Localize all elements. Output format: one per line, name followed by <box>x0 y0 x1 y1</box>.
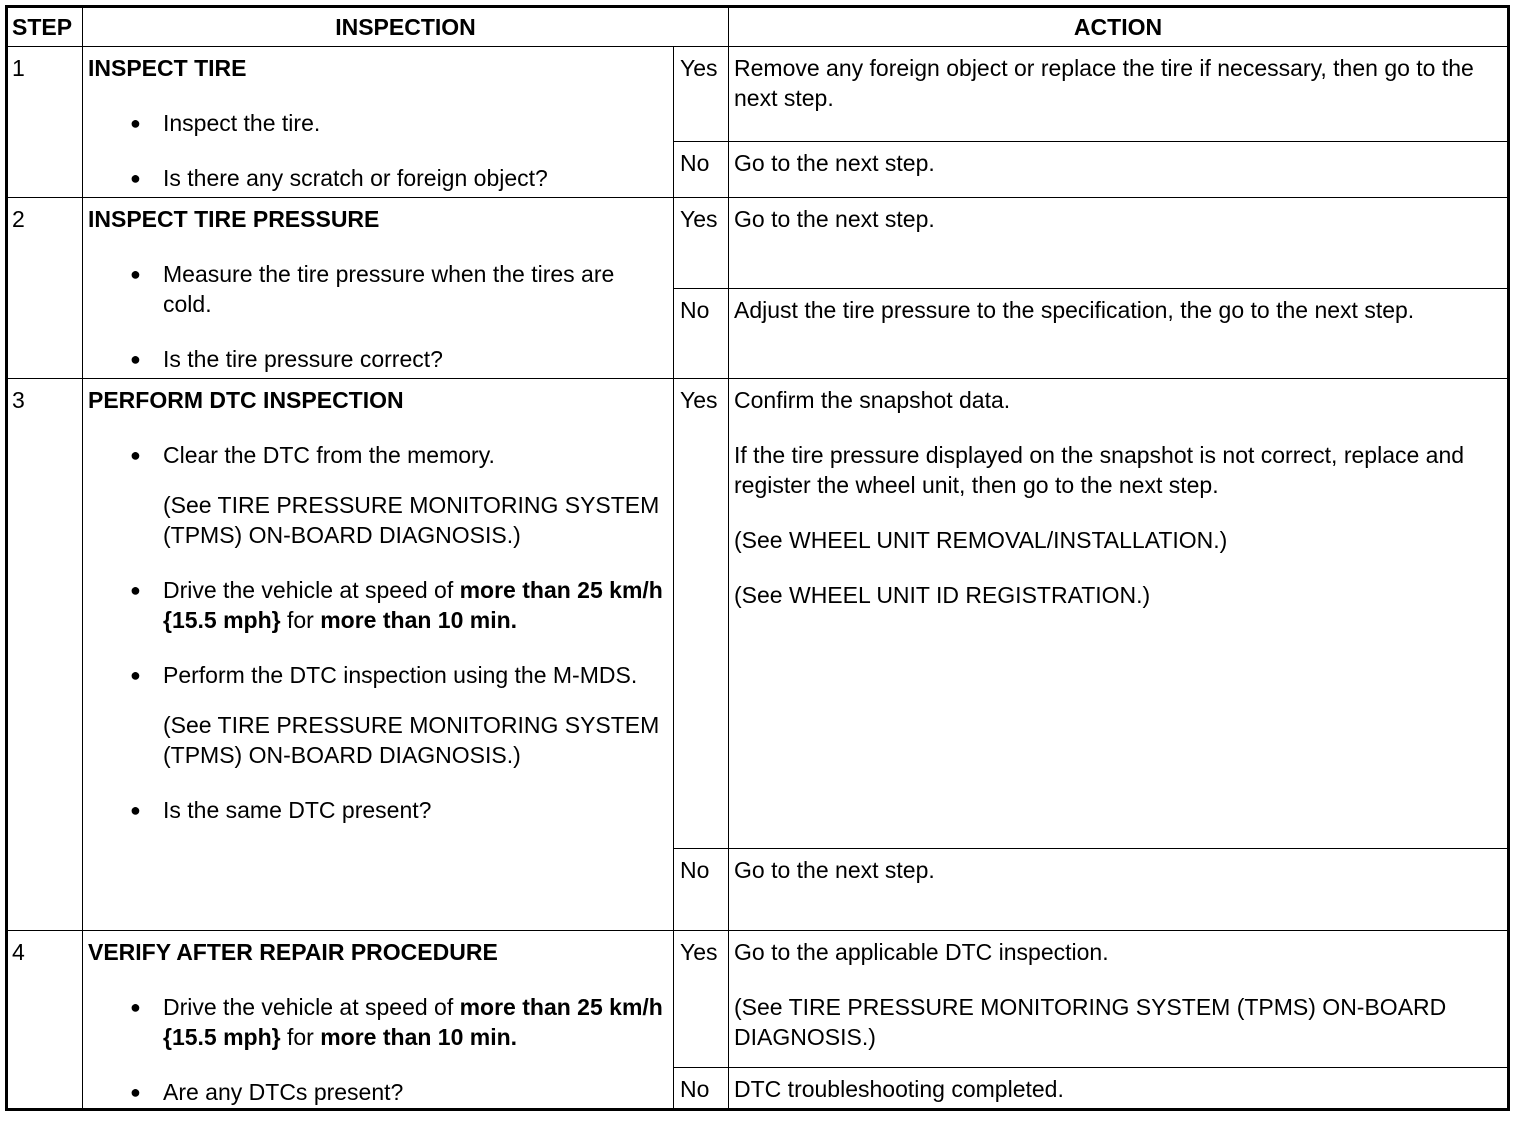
yes-label: Yes <box>674 379 729 849</box>
inspection-cell <box>83 379 674 931</box>
duration-spec: more than 10 min. <box>320 607 518 633</box>
table-row <box>7 931 1509 1068</box>
speed-spec: more than 25 km/h {15.5 mph} <box>163 577 663 633</box>
yes-action <box>729 931 1509 1068</box>
bullet-text: Drive the vehicle at speed of <box>163 994 460 1020</box>
bullet-item <box>88 992 668 1052</box>
inspection-cell <box>83 931 674 1110</box>
bullet-text: for <box>280 607 321 633</box>
no-label: No <box>674 142 729 198</box>
table-row <box>7 379 1509 849</box>
table-row <box>7 198 1509 289</box>
yes-action: Remove any foreign object or replace the tire if necessary, then go to the next step. <box>729 47 1509 142</box>
reference-note: (See TIRE PRESSURE MONITORING SYSTEM (TPMS) ON-BOARD DIAGNOSIS.) <box>163 712 660 768</box>
bullet-item: ● Is the tire pressure correct? <box>88 344 668 374</box>
step-number: 3 <box>7 379 83 931</box>
header-row <box>7 7 1509 47</box>
no-action: Adjust the tire pressure to the specification, the go to the next step. <box>729 289 1509 379</box>
step-number: 1 <box>7 47 83 198</box>
step-title: PERFORM DTC INSPECTION <box>88 387 404 413</box>
header-action: ACTION <box>729 7 1509 47</box>
reference-note: (See TIRE PRESSURE MONITORING SYSTEM (TPMS) ON-BOARD DIAGNOSIS.) <box>163 492 660 548</box>
step-number: 4 <box>7 931 83 1110</box>
header-step: STEP <box>7 7 83 47</box>
step-title: INSPECT TIRE <box>88 55 247 81</box>
action-text: If the tire pressure displayed on the snapshot is not correct, replace and register the wheel unit, then go to the next step. <box>734 442 1465 498</box>
reference-note: (See WHEEL UNIT ID REGISTRATION.) <box>734 582 1151 608</box>
bullet-item: ● Clear the DTC from the memory. <box>88 440 668 470</box>
reference-note: (See WHEEL UNIT REMOVAL/INSTALLATION.) <box>734 527 1228 553</box>
bullet-text: Drive the vehicle at speed of <box>163 577 460 603</box>
no-action: Go to the next step. <box>729 849 1509 931</box>
step-number: 2 <box>7 198 83 379</box>
table-row <box>7 47 1509 142</box>
header-inspection: INSPECTION <box>83 7 729 47</box>
action-text: Go to the applicable DTC inspection. <box>734 939 1109 965</box>
inspection-cell <box>83 47 674 198</box>
bullet-item: ● Is there any scratch or foreign object? <box>88 163 668 193</box>
troubleshooting-table <box>5 5 1510 1111</box>
yes-action <box>729 379 1509 849</box>
bullet-item: ● Are any DTCs present? <box>88 1077 668 1107</box>
action-text: Confirm the snapshot data. <box>734 387 1011 413</box>
bullet-item <box>88 575 668 635</box>
reference-note: (See TIRE PRESSURE MONITORING SYSTEM (TPMS) ON-BOARD DIAGNOSIS.) <box>734 994 1447 1050</box>
inspection-cell <box>83 198 674 379</box>
bullet-item: ● Measure the tire pressure when the tires are cold. <box>88 259 668 319</box>
no-action: DTC troubleshooting completed. <box>729 1068 1509 1110</box>
duration-spec: more than 10 min. <box>320 1024 518 1050</box>
no-label: No <box>674 849 729 931</box>
step-title: VERIFY AFTER REPAIR PROCEDURE <box>88 939 498 965</box>
bullet-item: ● Inspect the tire. <box>88 108 668 138</box>
bullet-text: for <box>280 1024 321 1050</box>
bullet-item: ● Perform the DTC inspection using the M-MDS. <box>88 660 668 690</box>
step-title: INSPECT TIRE PRESSURE <box>88 206 380 232</box>
no-action: Go to the next step. <box>729 142 1509 198</box>
no-label: No <box>674 1068 729 1110</box>
yes-action: Go to the next step. <box>729 198 1509 289</box>
yes-label: Yes <box>674 198 729 289</box>
yes-label: Yes <box>674 47 729 142</box>
yes-label: Yes <box>674 931 729 1068</box>
speed-spec: more than 25 km/h {15.5 mph} <box>163 994 663 1050</box>
bullet-item: ● Is the same DTC present? <box>88 795 668 825</box>
no-label: No <box>674 289 729 379</box>
